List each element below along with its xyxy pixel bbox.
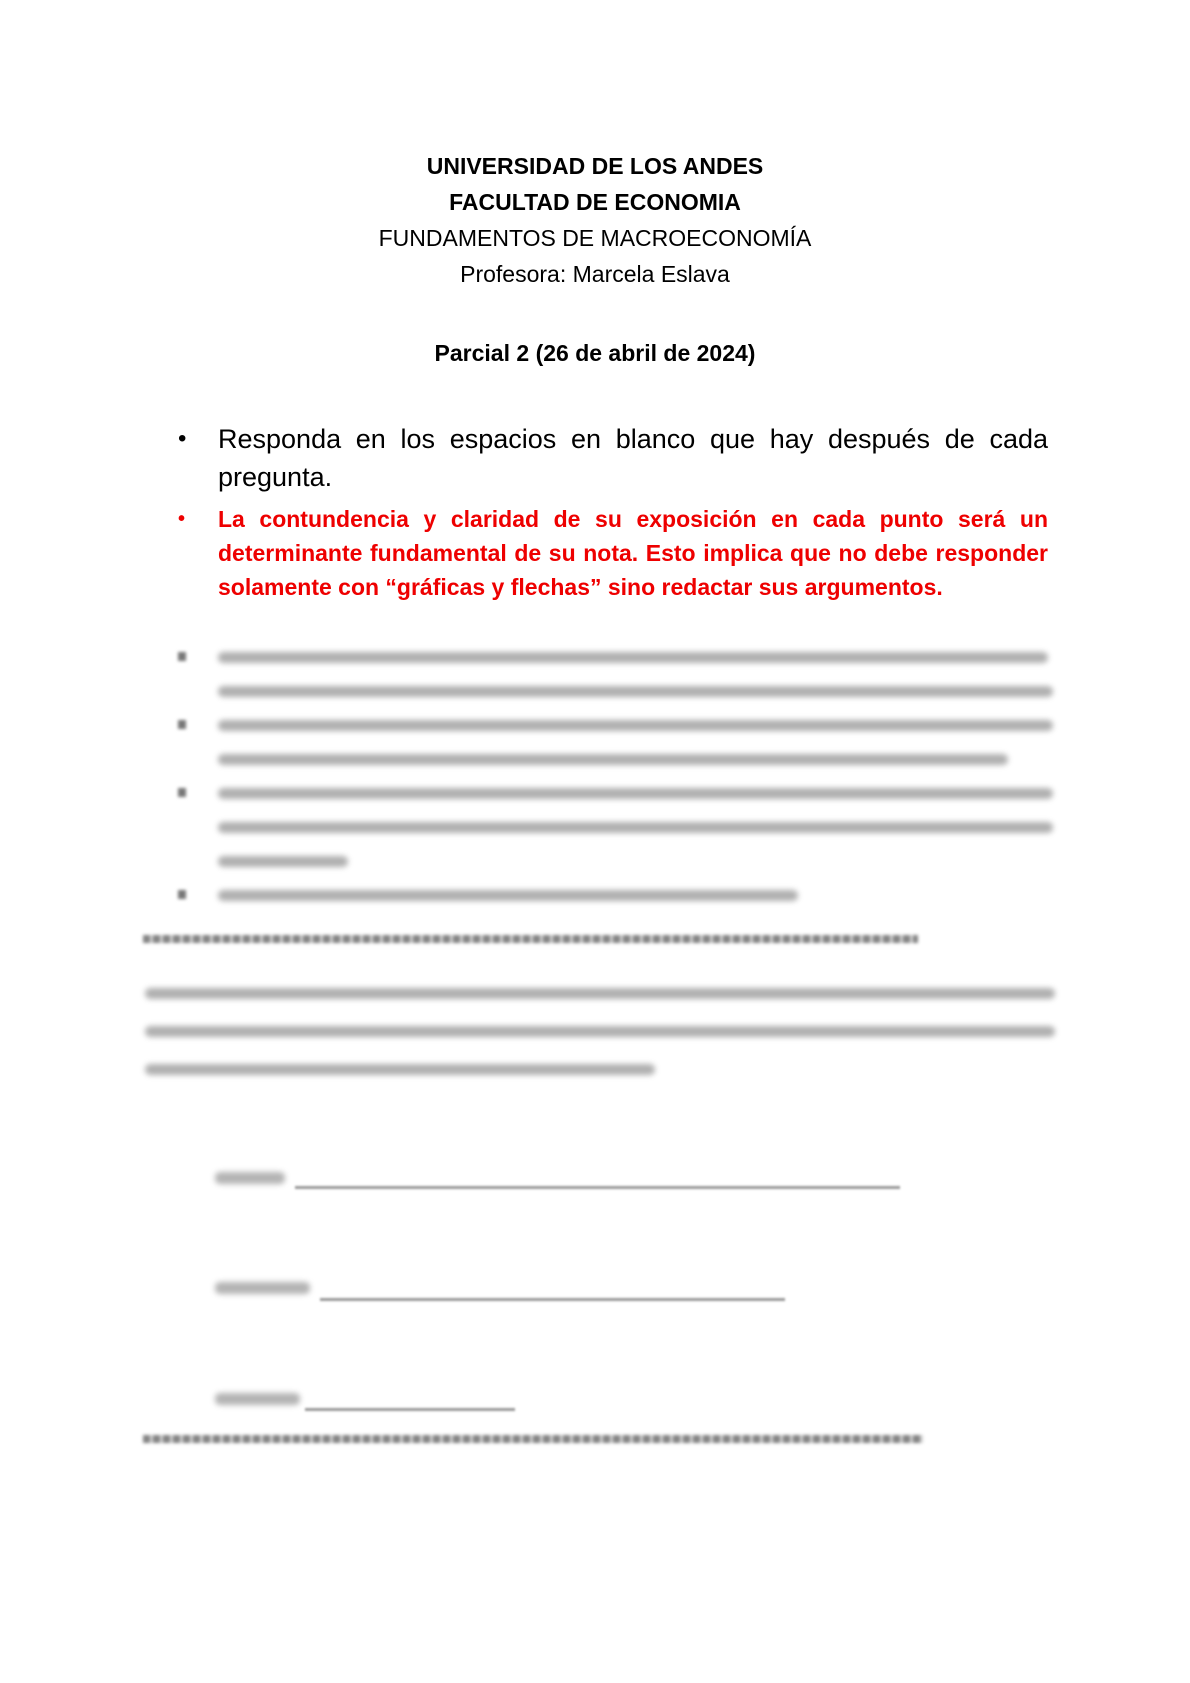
blurred-bullet-icon xyxy=(178,788,186,797)
blurred-text-line xyxy=(218,788,1053,799)
bullet-icon: • xyxy=(178,508,186,530)
blurred-item-continuation xyxy=(178,810,1058,844)
blurred-item xyxy=(178,640,1058,674)
blurred-text-line xyxy=(218,754,1008,765)
blurred-text-line xyxy=(218,890,798,901)
instructions-list xyxy=(178,420,1048,604)
code-field[interactable] xyxy=(305,1408,515,1411)
document-header xyxy=(0,148,1190,292)
separator-line xyxy=(143,935,918,943)
faculty-name: FACULTAD DE ECONOMIA xyxy=(449,189,741,215)
blurred-paragraph-line xyxy=(145,988,1055,999)
blurred-item-continuation xyxy=(178,742,1058,776)
bullet-icon: • xyxy=(178,425,187,452)
blurred-bullet-icon xyxy=(178,720,186,729)
course-name: FUNDAMENTOS DE MACROECONOMÍA xyxy=(378,225,812,251)
professor-name: Profesora: Marcela Eslava xyxy=(460,261,730,287)
blurred-item-continuation xyxy=(178,674,1058,708)
signature-field[interactable] xyxy=(295,1186,900,1189)
instruction-item-highlighted xyxy=(178,502,1048,604)
name-field[interactable] xyxy=(320,1298,785,1301)
blurred-item-continuation xyxy=(178,844,1058,878)
blurred-bullet-icon xyxy=(178,652,186,661)
signature-label xyxy=(215,1172,285,1184)
blurred-text-line xyxy=(218,720,1053,731)
blurred-text-line xyxy=(218,652,1048,663)
blurred-bullet-icon xyxy=(178,890,186,899)
blurred-paragraph-line xyxy=(145,1064,655,1075)
exam-title: Parcial 2 (26 de abril de 2024) xyxy=(434,340,756,366)
code-label xyxy=(215,1393,300,1405)
blurred-text-line xyxy=(218,822,1053,833)
blurred-text-line xyxy=(218,686,1053,697)
instruction-text: Responda en los espacios en blanco que hay después de cada pregunta. xyxy=(218,424,1048,492)
blurred-instructions xyxy=(178,640,1058,912)
blurred-text-line xyxy=(218,856,348,867)
blurred-paragraph-line xyxy=(145,1026,1055,1037)
instruction-item xyxy=(178,420,1048,496)
blurred-item xyxy=(178,708,1058,742)
instruction-text: La contundencia y claridad de su exposición en cada punto será un determinante fundamental de su nota. Esto implica que no debe responder solamente con “gráficas y flechas” sino redactar sus argumentos. xyxy=(218,506,1048,600)
university-name: UNIVERSIDAD DE LOS ANDES xyxy=(426,153,764,179)
name-label xyxy=(215,1282,310,1294)
separator-line xyxy=(143,1435,923,1443)
blurred-item xyxy=(178,878,1058,912)
blurred-item xyxy=(178,776,1058,810)
